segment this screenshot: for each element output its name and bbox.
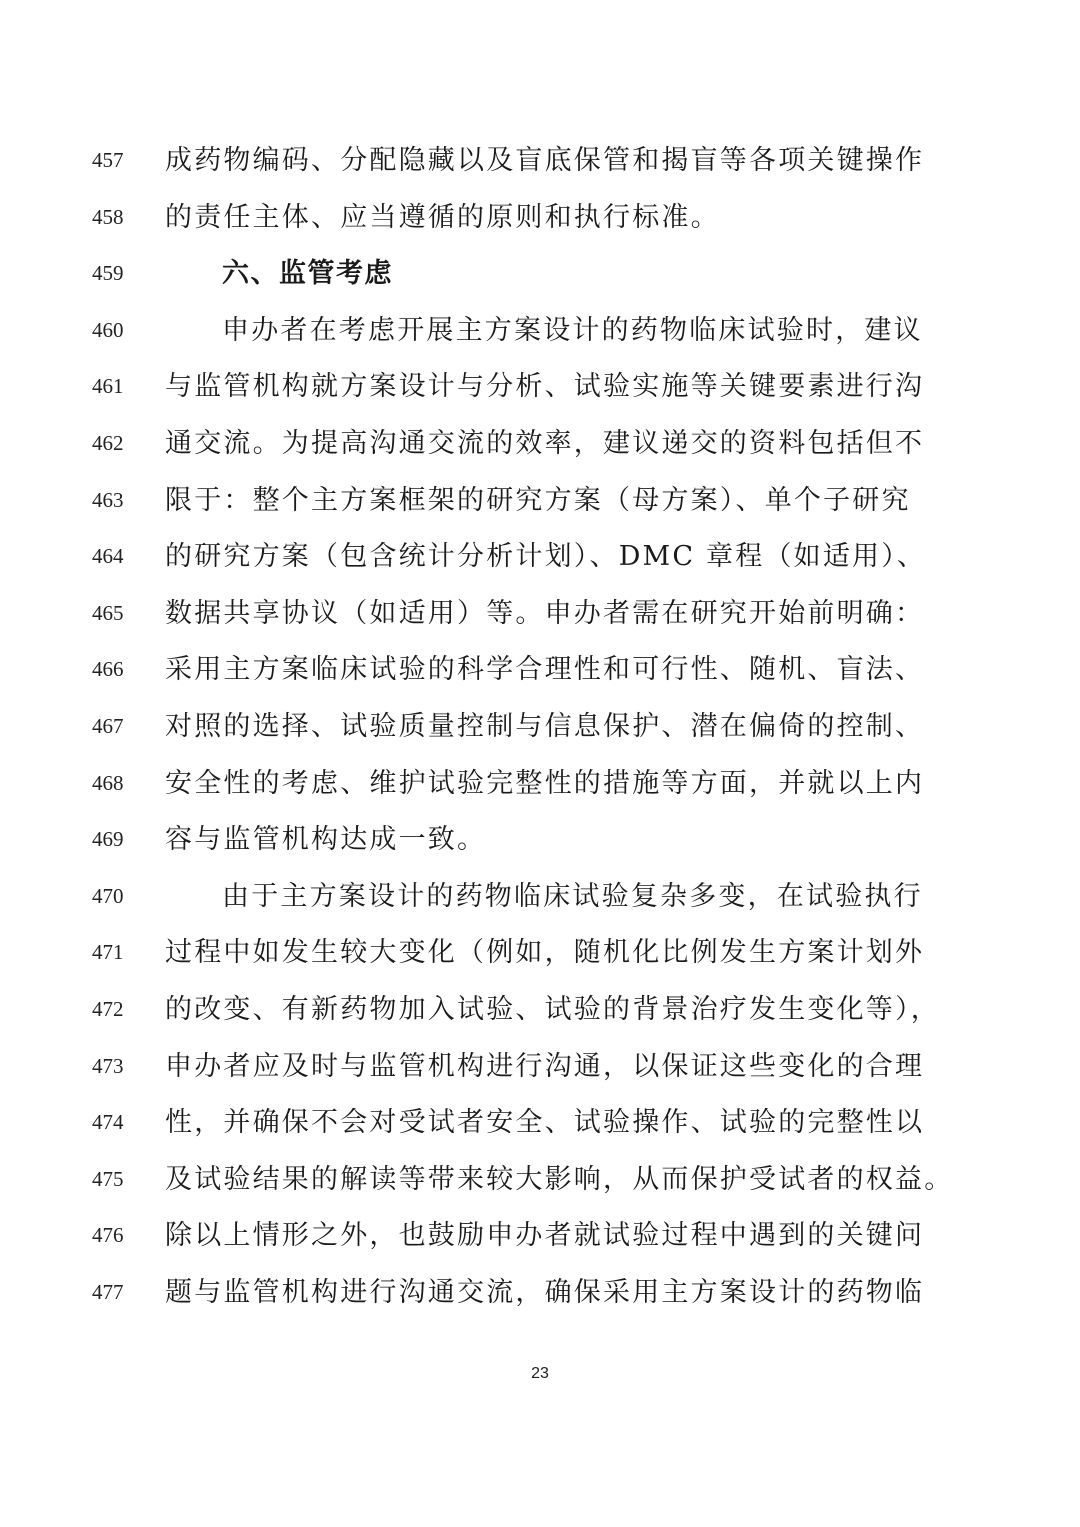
line-number: 470 xyxy=(92,883,124,908)
line-number: 462 xyxy=(92,430,124,455)
line-number: 467 xyxy=(92,713,124,738)
line-number: 457 xyxy=(92,148,124,172)
line-text: 申办者应及时与监管机构进行沟通，以保证这些变化的合理 xyxy=(165,1050,925,1082)
line-number: 469 xyxy=(92,827,124,852)
line-text: 与监管机构就方案设计与分析、试验实施等关键要素进行沟 xyxy=(165,371,925,403)
line-text: 容与监管机构达成一致。 xyxy=(165,824,487,856)
text-line xyxy=(0,358,1080,415)
text-line xyxy=(0,1038,1080,1095)
line-text: 限于：整个主方案框架的研究方案（母方案）、单个子研究 xyxy=(165,484,911,516)
line-text: 通交流。为提高沟通交流的效率，建议递交的资料包括但不 xyxy=(165,427,925,459)
line-number: 465 xyxy=(92,600,124,625)
line-text: 除以上情形之外，也鼓励申办者就试验过程中遇到的关键问 xyxy=(165,1220,925,1252)
line-number: 474 xyxy=(92,1110,124,1135)
line-text: 及试验结果的解读等带来较大影响，从而保护受试者的权益。 xyxy=(165,1163,954,1195)
text-line xyxy=(0,868,1080,925)
line-number: 459 xyxy=(92,261,124,286)
line-text: 的研究方案（包含统计分析计划）、DMC 章程（如适用）、 xyxy=(165,541,927,573)
line-number: 476 xyxy=(92,1223,124,1248)
line-number: 472 xyxy=(92,996,124,1021)
line-text: 的改变、有新药物加入试验、试验的背景治疗发生变化等）， xyxy=(165,993,940,1025)
text-line xyxy=(0,1207,1080,1264)
line-text: 安全性的考虑、维护试验完整性的措施等方面，并就以上内 xyxy=(165,767,925,799)
text-line xyxy=(0,132,1080,189)
section-heading: 六、监管考虑 xyxy=(222,258,393,290)
text-line xyxy=(0,415,1080,472)
text-line xyxy=(0,189,1080,246)
line-number: 466 xyxy=(92,657,124,682)
line-text: 性，并确保不会对受试者安全、试验操作、试验的完整性以 xyxy=(165,1107,925,1139)
line-number: 463 xyxy=(92,487,124,512)
line-number: 475 xyxy=(92,1166,124,1191)
text-line xyxy=(0,1094,1080,1151)
line-number: 468 xyxy=(92,770,124,795)
line-text: 由于主方案设计的药物临床试验复杂多变，在试验执行 xyxy=(222,880,923,912)
line-number: 464 xyxy=(92,544,124,569)
line-number: 460 xyxy=(92,317,124,342)
line-text: 过程中如发生较大变化（例如，随机化比例发生方案计划外 xyxy=(165,937,925,969)
text-line xyxy=(0,755,1080,812)
section-heading-line xyxy=(0,245,1080,302)
line-text: 对照的选择、试验质量控制与信息保护、潜在偏倚的控制、 xyxy=(165,710,925,742)
line-text: 成药物编码、分配隐藏以及盲底保管和揭盲等各项关键操作 xyxy=(165,145,925,176)
text-line xyxy=(0,1264,1080,1321)
text-line xyxy=(0,924,1080,981)
line-text: 数据共享协议（如适用）等。申办者需在研究开始前明确： xyxy=(165,597,925,629)
text-line xyxy=(0,641,1080,698)
line-text: 题与监管机构进行沟通交流，确保采用主方案设计的药物临 xyxy=(165,1276,925,1308)
line-number: 471 xyxy=(92,940,124,965)
text-body xyxy=(0,132,1080,1320)
text-line xyxy=(0,302,1080,359)
line-text: 采用主方案临床试验的科学合理性和可行性、随机、盲法、 xyxy=(165,654,925,686)
text-line xyxy=(0,698,1080,755)
page-number: 23 xyxy=(531,1365,549,1382)
line-text: 申办者在考虑开展主方案设计的药物临床试验时，建议 xyxy=(222,314,923,346)
line-number: 473 xyxy=(92,1053,124,1078)
text-line xyxy=(0,585,1080,642)
text-line xyxy=(0,528,1080,585)
line-number: 477 xyxy=(92,1279,124,1304)
text-line xyxy=(0,811,1080,868)
text-line xyxy=(0,1151,1080,1208)
text-line xyxy=(0,472,1080,529)
text-line xyxy=(0,981,1080,1038)
line-number: 458 xyxy=(92,204,124,229)
line-text: 的责任主体、应当遵循的原则和执行标准。 xyxy=(165,201,720,233)
line-number: 461 xyxy=(92,374,124,399)
